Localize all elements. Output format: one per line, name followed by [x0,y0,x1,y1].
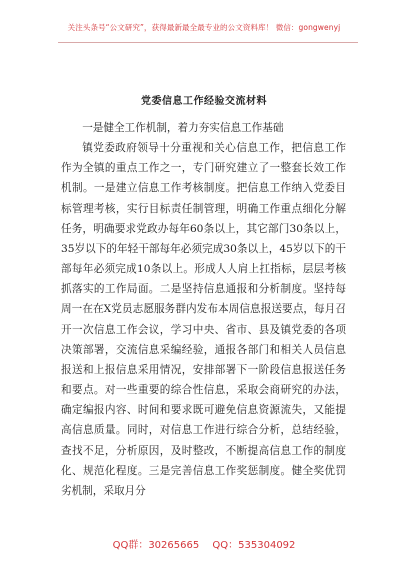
footer-contact [0,536,408,551]
header-promo-text: 关注头条号“公文研究”，获得最新最全最专业的公文资料库！ 微信：gongwenyj [67,23,341,32]
body-paragraph: 镇党委政府领导十分重视和关心信息工作，把信息工作作为全镇的重点工作之一，专门研究建立了一整套长效工作机制。一是建立信息工作考核制度。把信息工作纳入党委目标管理考核，实行目标责任制管理，明确工作重点细化分解任务，明确要求党政办每年60条以上，其它部门30条以上，35岁以下的年轻干部每年必须完成30条以上，45岁以下的干部每年必须完成10条以上。形成人人肩上扛指标，层层考核抓落实的工作局面。二是坚持信息通报和分析制度。坚持每周一在在X党员志愿服务群内发布本周信息报送要点，每月召开一次信息工作会议，学习中央、省市、县及镇党委的各项决策部署，交流信息采编经验，通报各部门和相关人员信息报送和上报信息采用情况，安排部署下一阶段信息报送任务和要点。对一些重要的综合性信息，采取会商研究的办法，确定编报内容、时间和要求既可避免信息资源流失，又能提高信息质量。同时，对信息工作进行综合分析，总结经验，查找不足，分析原因，及时整改，不断提高信息工作的制度化、规范化程度。三是完善信息工作奖惩制度。健全奖优罚劣机制，采取月分 [61,142,346,497]
document-title: 党委信息工作经验交流材料 [141,96,267,107]
header-divider [58,42,358,43]
body-paragraph: 一是健全工作机制，着力夯实信息工作基础 [82,122,284,134]
footer-qq-number: QQ：535304092 [212,540,296,551]
document-body [61,118,346,501]
footer-qq-group: QQ群：30265665 [112,540,200,551]
